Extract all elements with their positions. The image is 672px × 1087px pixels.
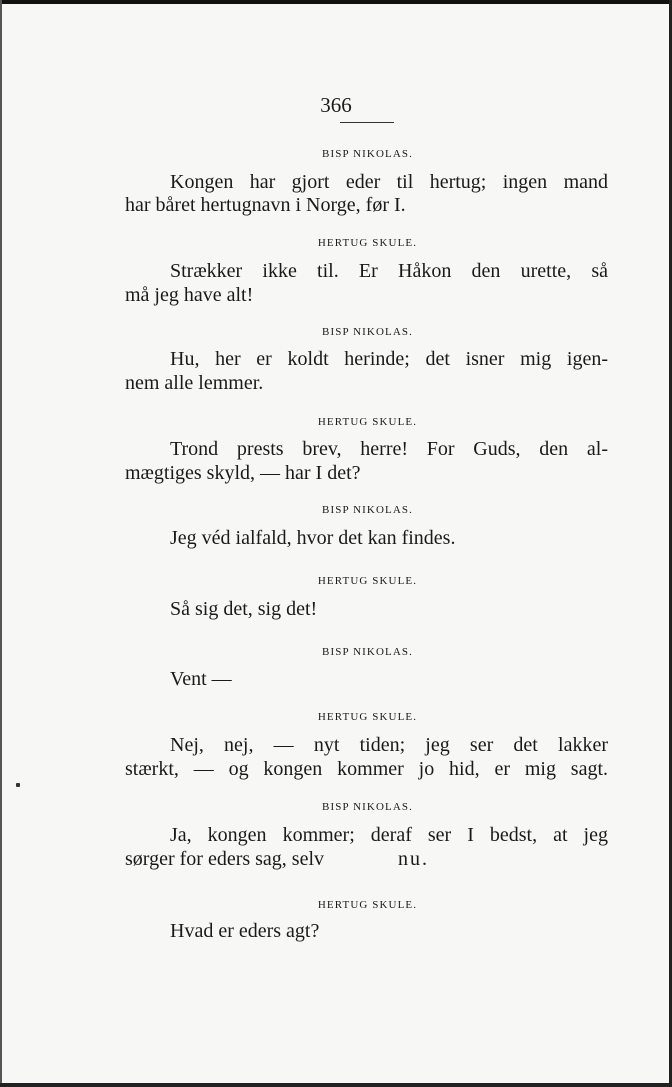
dialogue-emphasis: nu. <box>398 848 429 870</box>
scan-speck <box>16 783 20 787</box>
dialogue-line: mægtiges skyld, — har I det? <box>125 462 361 484</box>
dialogue-line: har båret hertugnavn i Norge, før I. <box>125 194 406 216</box>
speaker-label: HERTUG SKULE. <box>317 711 418 723</box>
dialogue-line: Hu, her er koldt herinde; det isner mig igen- <box>170 348 608 370</box>
dialogue-line: Så sig det, sig det! <box>170 598 318 620</box>
dialogue-line: sørger for eders sag, selv <box>125 848 325 870</box>
speaker-label: HERTUG SKULE. <box>317 416 418 428</box>
speaker-label: BISP NIKOLAS. <box>322 148 413 160</box>
speaker-label: BISP NIKOLAS. <box>322 504 413 516</box>
dialogue-line: Jeg véd ialfald, hvor det kan findes. <box>170 527 456 549</box>
page-number-rule <box>340 122 394 123</box>
page-number: 366 <box>320 93 352 117</box>
speaker-label: HERTUG SKULE. <box>317 237 418 249</box>
dialogue-line: nem alle lemmer. <box>125 372 264 394</box>
dialogue-line: Hvad er eders agt? <box>170 920 320 942</box>
speaker-label: BISP NIKOLAS. <box>322 326 413 338</box>
dialogue-line: Trond prests brev, herre! For Guds, den al- <box>170 438 608 460</box>
dialogue-line: Ja, kongen kommer; deraf ser I bedst, at jeg <box>170 824 608 846</box>
dialogue-line: Nej, nej, — nyt tiden; jeg ser det lakker <box>170 734 608 756</box>
dialogue-line: Strækker ikke til. Er Håkon den urette, så <box>170 260 608 282</box>
dialogue-line: stærkt, — og kongen kommer jo hid, er mig sagt. <box>125 758 608 780</box>
scan-edge-top <box>0 0 672 4</box>
scan-edge-left <box>0 0 2 1087</box>
dialogue-line: Kongen har gjort eder til hertug; ingen mand <box>170 171 608 193</box>
speaker-label: BISP NIKOLAS. <box>322 801 413 813</box>
dialogue-line: Vent — <box>170 668 232 690</box>
speaker-label: BISP NIKOLAS. <box>322 646 413 658</box>
dialogue-line: må jeg have alt! <box>125 284 254 306</box>
speaker-label: HERTUG SKULE. <box>317 575 418 587</box>
speaker-label: HERTUG SKULE. <box>317 899 418 911</box>
scan-edge-bottom <box>0 1083 672 1087</box>
